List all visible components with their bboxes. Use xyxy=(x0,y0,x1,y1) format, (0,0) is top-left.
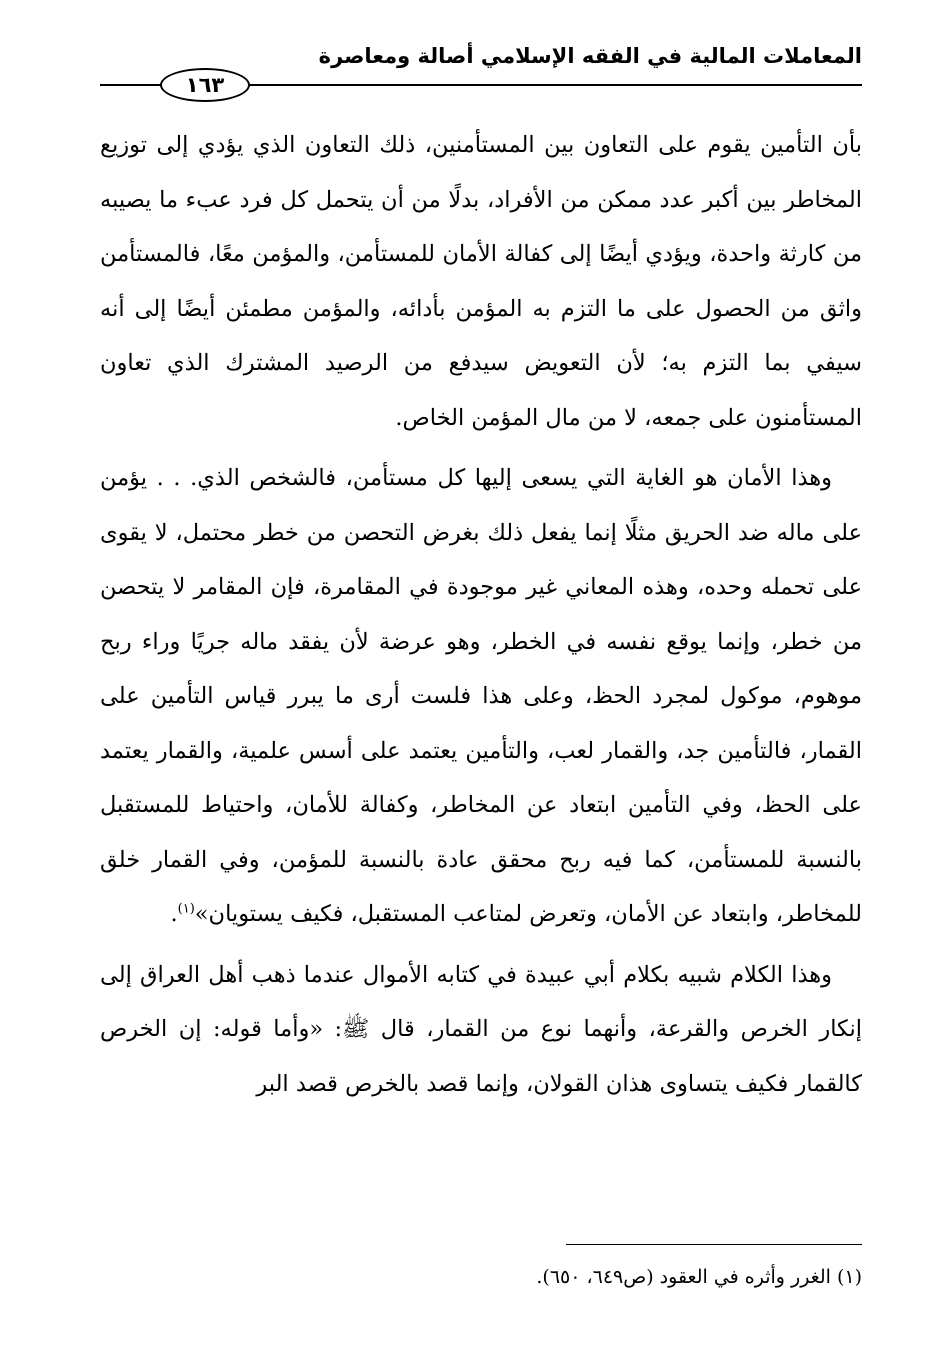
paragraph-2-end: . xyxy=(170,901,178,927)
page-number: ١٦٣ xyxy=(160,68,250,102)
paragraph-2 xyxy=(100,451,862,942)
footnote: (١) الغرر وأثره في العقود (ص٦٤٩، ٦٥٠). xyxy=(536,1266,862,1288)
body-text xyxy=(100,118,862,1117)
paragraph-3: وهذا الكلام شبيه بكلام أبي عبيدة في كتابه الأموال عندما ذهب أهل العراق إلى إنكار الخرص والقرعة، وأنهما نوع من القمار، قال ﷺ: «وأما قوله: إن الخرص كالقمار فكيف يتساوى هذان القولان، وإنما قصد بالخرص قصد البر xyxy=(100,961,862,1097)
footnote-rule xyxy=(566,1244,862,1245)
paragraph-1: بأن التأمين يقوم على التعاون بين المستأمنين، ذلك التعاون الذي يؤدي إلى توزيع المخاطر بين أكبر عدد ممكن من الأفراد، بدلًا من أن يتحمل كل فرد عبء ما يصيبه من كارثة واحدة، ويؤدي أيضًا إلى كفالة الأمان للمستأمن، والمؤمن معًا، فالمستأمن واثق من الحصول على ما التزم به المؤمن بأدائه، والمؤمن مطمئن أيضًا إلى أنه سيفي بما التزم به؛ لأن التعويض سيدفع من الرصيد المشترك الذي تعاون المستأمنون على جمعه، لا من مال المؤمن الخاص. xyxy=(100,132,862,431)
running-header-title: المعاملات المالية في الفقه الإسلامي أصالة ومعاصرة xyxy=(318,44,862,68)
footnote-marker: (١) xyxy=(177,901,195,917)
paragraph-2-text: وهذا الأمان هو الغاية التي يسعى إليها كل مستأمن، فالشخص الذي. . . يؤمن على ماله ضد الحريق مثلًا إنما يفعل ذلك بغرض التحصن من خطر محتمل، لا يقوى على تحمله وحده، وهذه المعاني غير موجودة في المقامرة، فإن المقامر لا يتحصن من خطر، وإنما يوقع نفسه في الخطر، وهو عرضة لأن يفقد ماله جريًا وراء ربح موهوم، موكول لمجرد الحظ، وعلى هذا فلست أرى ما يبرر قياس التأمين على القمار، فالتأمين جد، والقمار لعب، والتأمين يعتمد على أسس علمية، والقمار يعتمد على الحظ، وفي التأمين ابتعاد عن المخاطر، وكفالة للأمان، واحتياط للمستقبل بالنسبة للمستأمن، كما فيه ربح محقق عادة بالنسبة للمؤمن، وفي القمار خلق للمخاطر، وابتعاد عن الأمان، وتعرض لمتاعب المستقبل، فكيف يستويان» xyxy=(100,465,863,927)
